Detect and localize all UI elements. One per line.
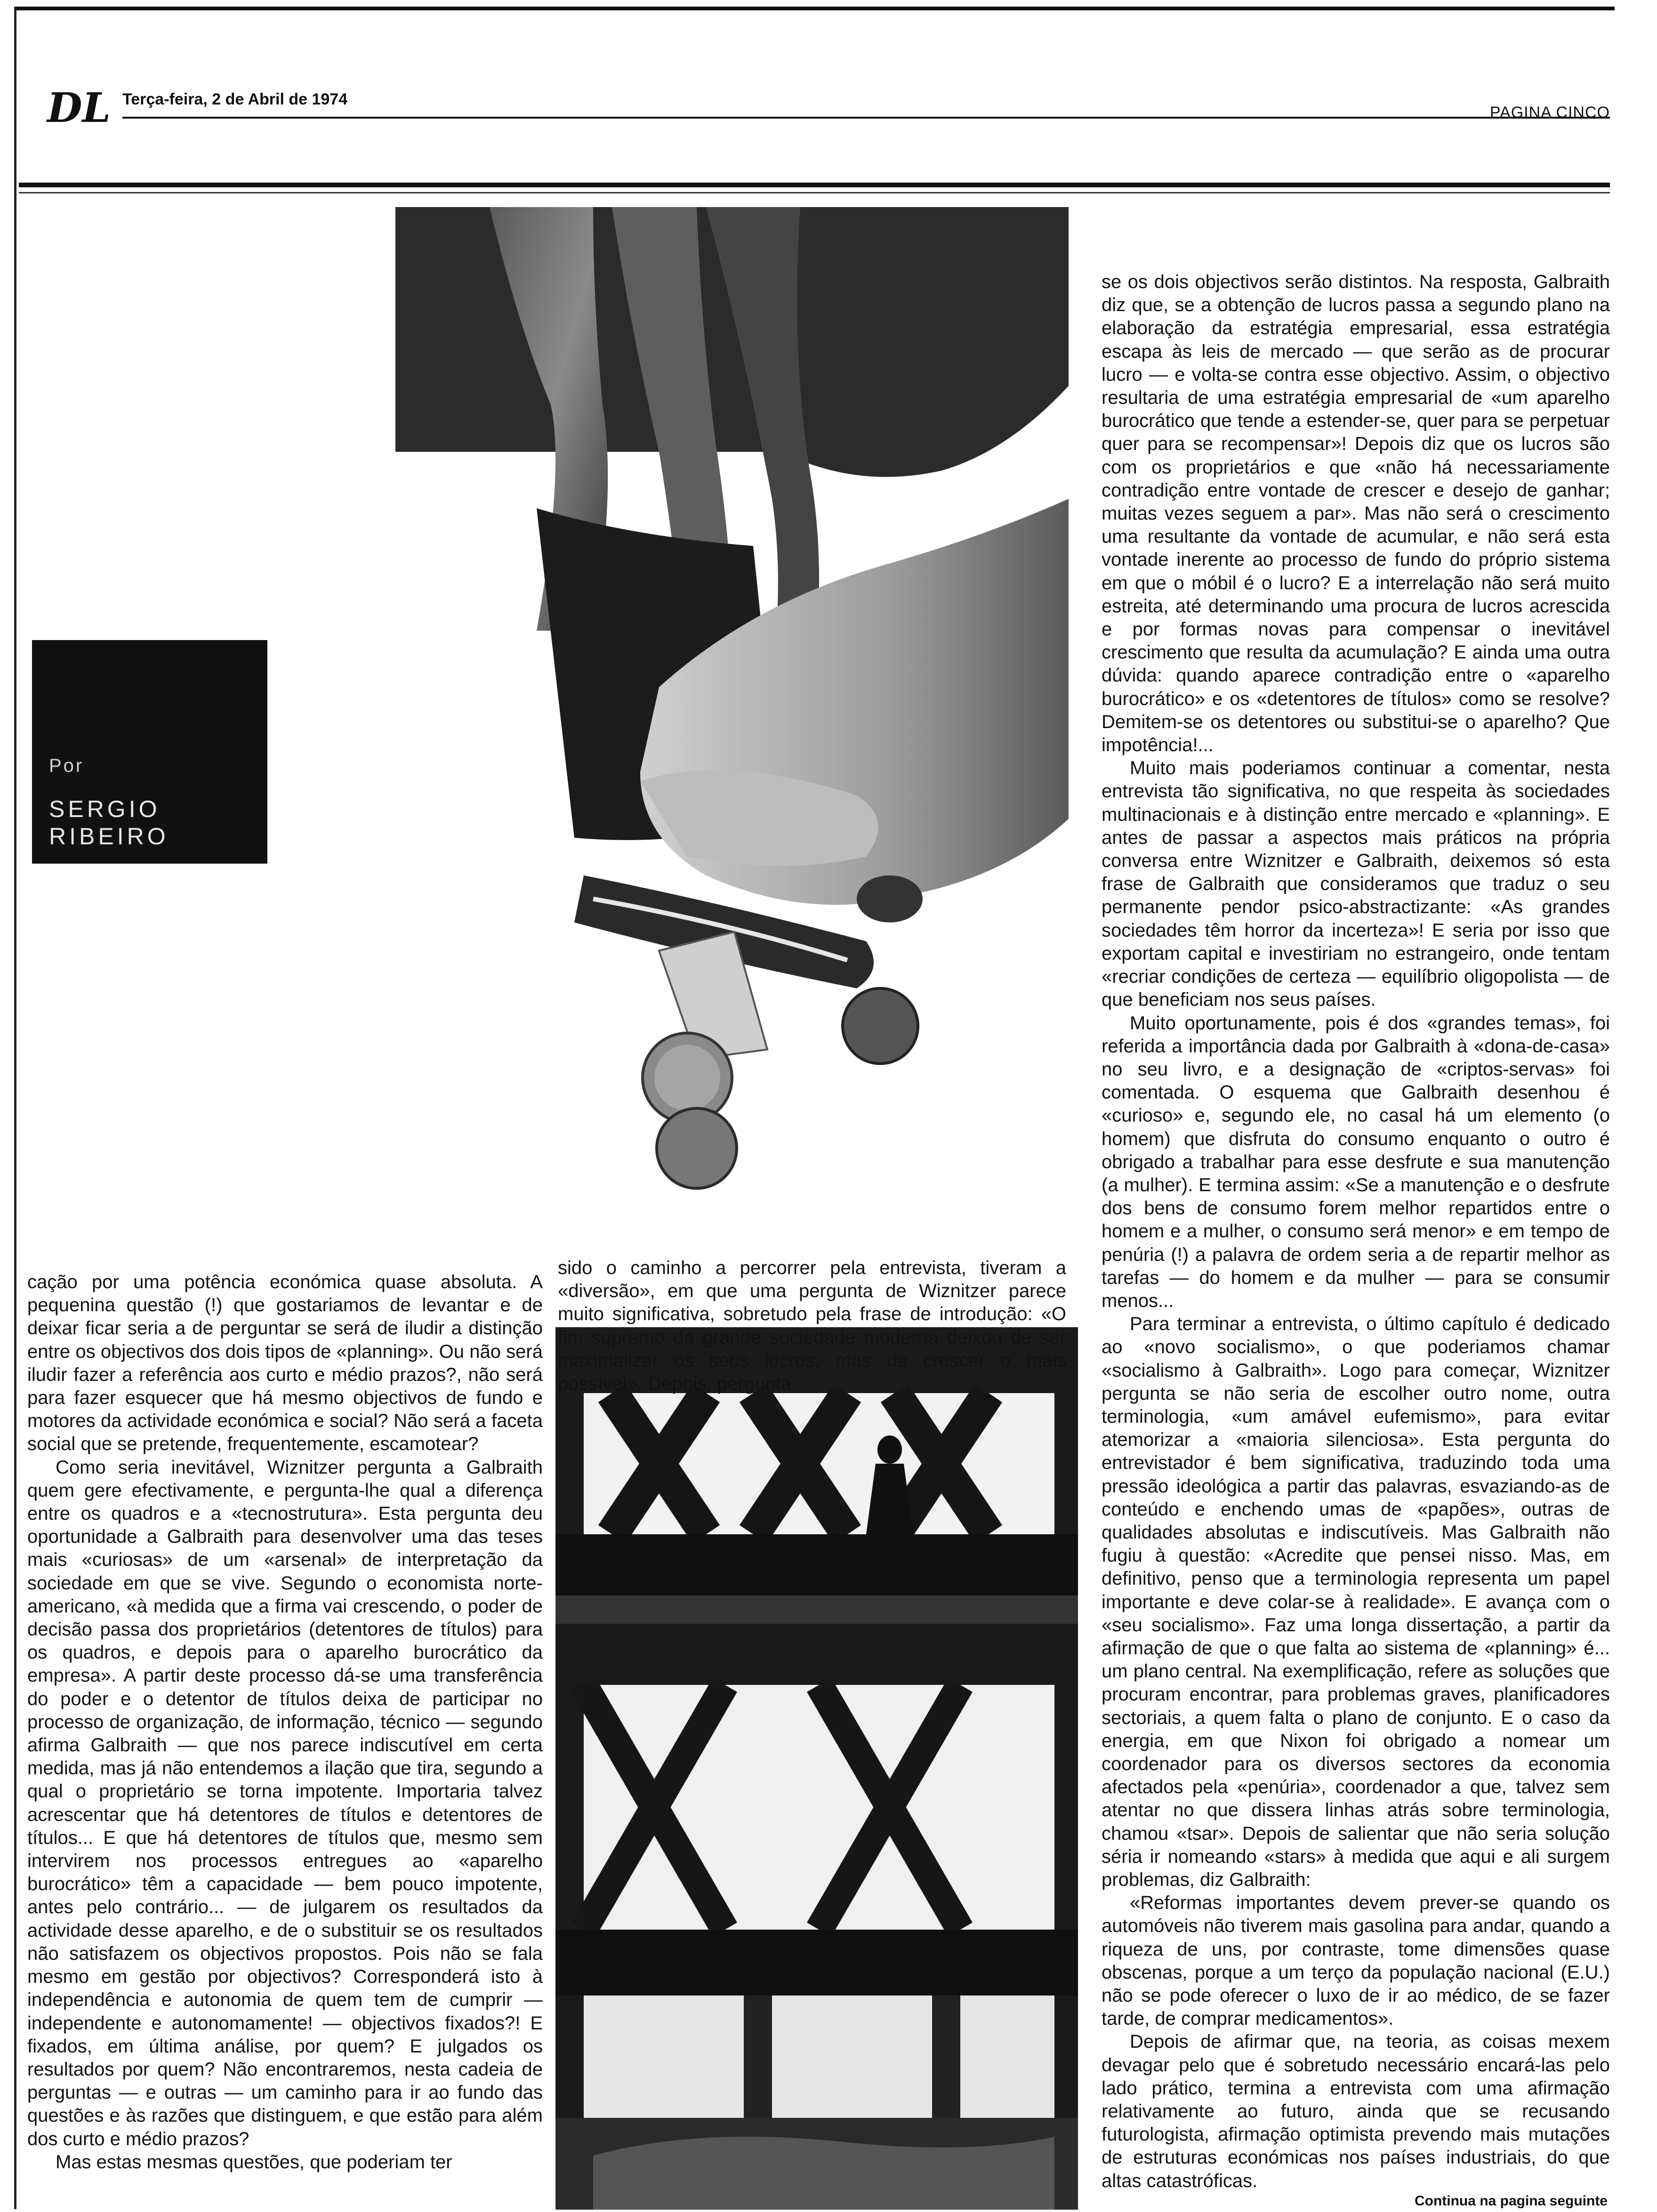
bridge-illustration: [555, 1327, 1078, 2210]
article-column-right: [1102, 271, 1610, 2193]
page-label: PAGINA CINCO: [1489, 104, 1610, 121]
hands-purse-illustration: [395, 207, 1069, 1191]
left-border: [14, 7, 16, 2209]
paragraph: Muito oportunamente, pois é dos «grandes temas», foi referida a importância dada por Galbraith à «dona-de-casa» no seu livro, e a designação de «criptos-servas» foi comentada. O esquema que Galbraith desenhou é «curioso» e, segundo ele, no casal há um elemento (o homem) que disfruta do consumo enquanto o outro é obrigado a trabalhar para esse desfrute e sua manutenção (a mulher). E termina assim: «Se a manutenção e o desfrute dos bens de consumo forem melhor repartidos entre o homem e a mulher, o consumo será menor» e em tempo de penúria (!) a palavra de ordem seria a de repartir melhor as tarefas — do homem e da mulher — para se consumir menos...: [1102, 1012, 1610, 1311]
masthead: [47, 84, 1610, 132]
hands-purse-photo: [395, 207, 1069, 1191]
bridge-photo: [555, 1327, 1078, 2210]
paragraph: Como seria inevitável, Wiznitzer pergunta a Galbraith quem gere efectivamente, e pergunta-lhe qual a diferença entre os quadros e a «tecnostrutura». Esta pergunta deu oportunidade a Galbraith para desenvolver uma das teses mais «curiosas» de um «arsenal» de interpretação da sociedade em que se vive. Segundo o economista norte-americano, «à medida que a firma vai crescendo, o poder de decisão passa dos proprietários (detentores de títulos) para os quadros, e depois para o aparelho burocrático da empresa». A partir deste processo dá-se uma transferência do poder e o detentor de títulos deixa de participar no processo de organização, de informação, técnico — segundo afirma Galbraith — que nos parece indiscutível em certa medida, mas já não entendemos a ilação que tira, segundo a qual o proprietário se torna impotente. Importaria talvez acrescentar que há detentores de títulos e detentores de títulos... E que há detentores de títulos que, mesmo sem intervirem nos processos entregues ao «aparelho burocrático» têm a capacidade — bem pouco impotente, antes pelo contrário... — de julgarem os resultados da actividade desse aparelho, e de o substituir se os resultados não satisfazem os objectivos propostos. Pois não se fala mesmo em gestão por objectivos? Corresponderá isto à independência e autonomia de quem tem de cumprir — independente e autonomamente! — objectivos fixados?! E fixados, em última análise, por quem? E julgados os resultados por quem? Não encontraremos, nesta cadeia de perguntas — e outras — um caminho para ir ao fundo das questões e às razões que distinguem, e que estão para além dos curto e médio prazos?: [27, 1457, 543, 2149]
byline-author: SERGIO RIBEIRO: [49, 796, 169, 850]
paragraph: «Reformas importantes devem prever-se quando os automóveis não tiverem mais gasolina para andar, quando a riqueza de uns, por contraste, tome dimensões quase obscenas, porque a um terço da população nacional (E.U.) não se pode oferecer o luxo de ir ao médico, de se fazer tarde, de comprar medicamentos».: [1102, 1892, 1610, 2029]
top-border: [14, 7, 1615, 10]
newspaper-logo: DL: [47, 84, 111, 132]
paragraph: Muito mais poderiamos continuar a comentar, nesta entrevista tão significativa, no que respeita às sociedades multinacionais e à distinção entre mercado e «planning». E antes de passar a aspectos mais práticos na própria conversa entre Wiznitzer e Galbraith, deixemos só esta frase de Galbraith que consideramos que traduz o seu permanente pendor psico-abstractizante: «As grandes sociedades têm horror da incerteza»! E seria por isso que exportam capital e investiriam no estrangeiro, onde tentam «recriar condições de certeza — equilíbrio oligopolista — de que beneficiam nos seus países.: [1102, 758, 1610, 1010]
byline-prefix: Por: [49, 755, 84, 776]
paragraph: Para terminar a entrevista, o último capítulo é dedicado ao «novo socialismo», o que poderiamos chamar «socialismo à Galbraith». Logo para começar, Wiznitzer pergunta se não seria de escolher outro nome, outra terminologia, «um amável eufemismo», para evitar atemorizar a «maioria silenciosa». Esta pergunta do entrevistador é bem significativa, traduzindo toda uma pressão ideológica a partir das palavras, esvaziando-as de conteúdo e enchendo umas de «papões», outras de qualidades absolutas e indiscutíveis. Mas Galbraith não fugiu à questão: «Acredite que pensei nisso. Mas, em definitivo, penso que a terminologia representa um papel importante e deve colar-se à realidade». E avança com o «seu socialismo». Faz uma longa dissertação, a partir da afirmação de que o que falta ao sistema de «planning» é... um plano central. Na exemplificação, refere as soluções que procuram encontrar, para problemas graves, planificadores sectoriais, a quem falta o plano de conjunto. E o caso da energia, em que Nixon foi obrigado a nomear um coordenador para os diversos sectores da economia afectados pela «penúria», coordenador a que, talvez sem atentar no que dissera linhas atrás sobre terminologia, chamou «tsar». Depois de salientar que não seria solução séria ir nomeando «stars» à medida que aqui e ali surgem problemas, diz Galbraith:: [1102, 1314, 1610, 1891]
paragraph: se os dois objectivos serão distintos. Na resposta, Galbraith diz que, se a obtenção de lucros passa a segundo plano na elaboração da estratégia empresarial, essa estratégia escapa às leis de mercado — que serão as de procurar lucro — e volta-se contra esse objectivo. Assim, o objectivo resultaria de uma estratégia empresarial de «um aparelho burocrático que tende a estender-se, quer para se perpetuar quer para se recompensar»! Depois diz que os lucros são com os proprietários e que «não há necessariamente contradição entre vontade de crescer e desejo de ganhar; muitas vezes seguem a par». Mas não será o crescimento uma resultante da vontade de acumular, e não será esta vontade inerente ao processo de fundo do próprio sistema em que o móbil é o lucro? E a interrelação não será muito estreita, até determinando uma procura de lucros acrescida e por formas novas para compensar o inevitável crescimento que resulta da acumulação? E ainda uma outra dúvida: quando aparece contradição entre o «aparelho burocrático» e os «detentores de títulos» como se resolve? Demitem-se os detentores ou substitui-se o aparelho? Que impotência!...: [1102, 272, 1610, 756]
byline-box: [32, 640, 267, 864]
continuation-note: Continua na pagina seguinte: [1414, 2193, 1608, 2209]
article-column-left: [27, 1271, 543, 2174]
issue-date: Terça-feira, 2 de Abril de 1974: [122, 90, 348, 108]
section-divider-thin: [19, 192, 1610, 193]
paragraph: cação por uma potência económica quase absoluta. A pequenina questão (!) que gostariamos de levantar e de deixar ficar seria a de perguntar se será de iludir a distinção entre os objectivos dos dois tipos de «planning». Ou não será iludir fazer a referência aos curto e médio prazos?, não será para fazer esquecer que há mesmo objectivos de fundo e motores da actividade económica e social? Não será a faceta social que se pretende, frequentemente, escamotear?: [27, 1272, 543, 1455]
section-divider-thick: [19, 183, 1610, 187]
article-column-middle: [558, 1257, 1066, 1395]
paragraph: Mas estas mesmas questões, que poderiam ter: [56, 2151, 452, 2172]
paragraph: sido o caminho a percorrer pela entrevista, tiveram a «diversão», em que uma pergunta de Wiznitzer parece muito significativa, sobretudo pela frase de introdução: «O fim supremo da grande sociedade moderna deixou de ser maximalizar os seus lucros, mas de crescer o mais possível». Depois, pergunta: [558, 1258, 1066, 1395]
paragraph: Depois de afirmar que, na teoria, as coisas mexem devagar pelo que é sobretudo necessário encará-las pelo lado prático, termina a entrevista com uma afirmação relativamente ao futuro, ainda que se recusando futurologista, afirmação optimista prevendo mais mutações de estruturas económicas nos países industriais, do que altas catastróficas.: [1102, 2031, 1610, 2191]
header-rule: [122, 117, 1610, 119]
